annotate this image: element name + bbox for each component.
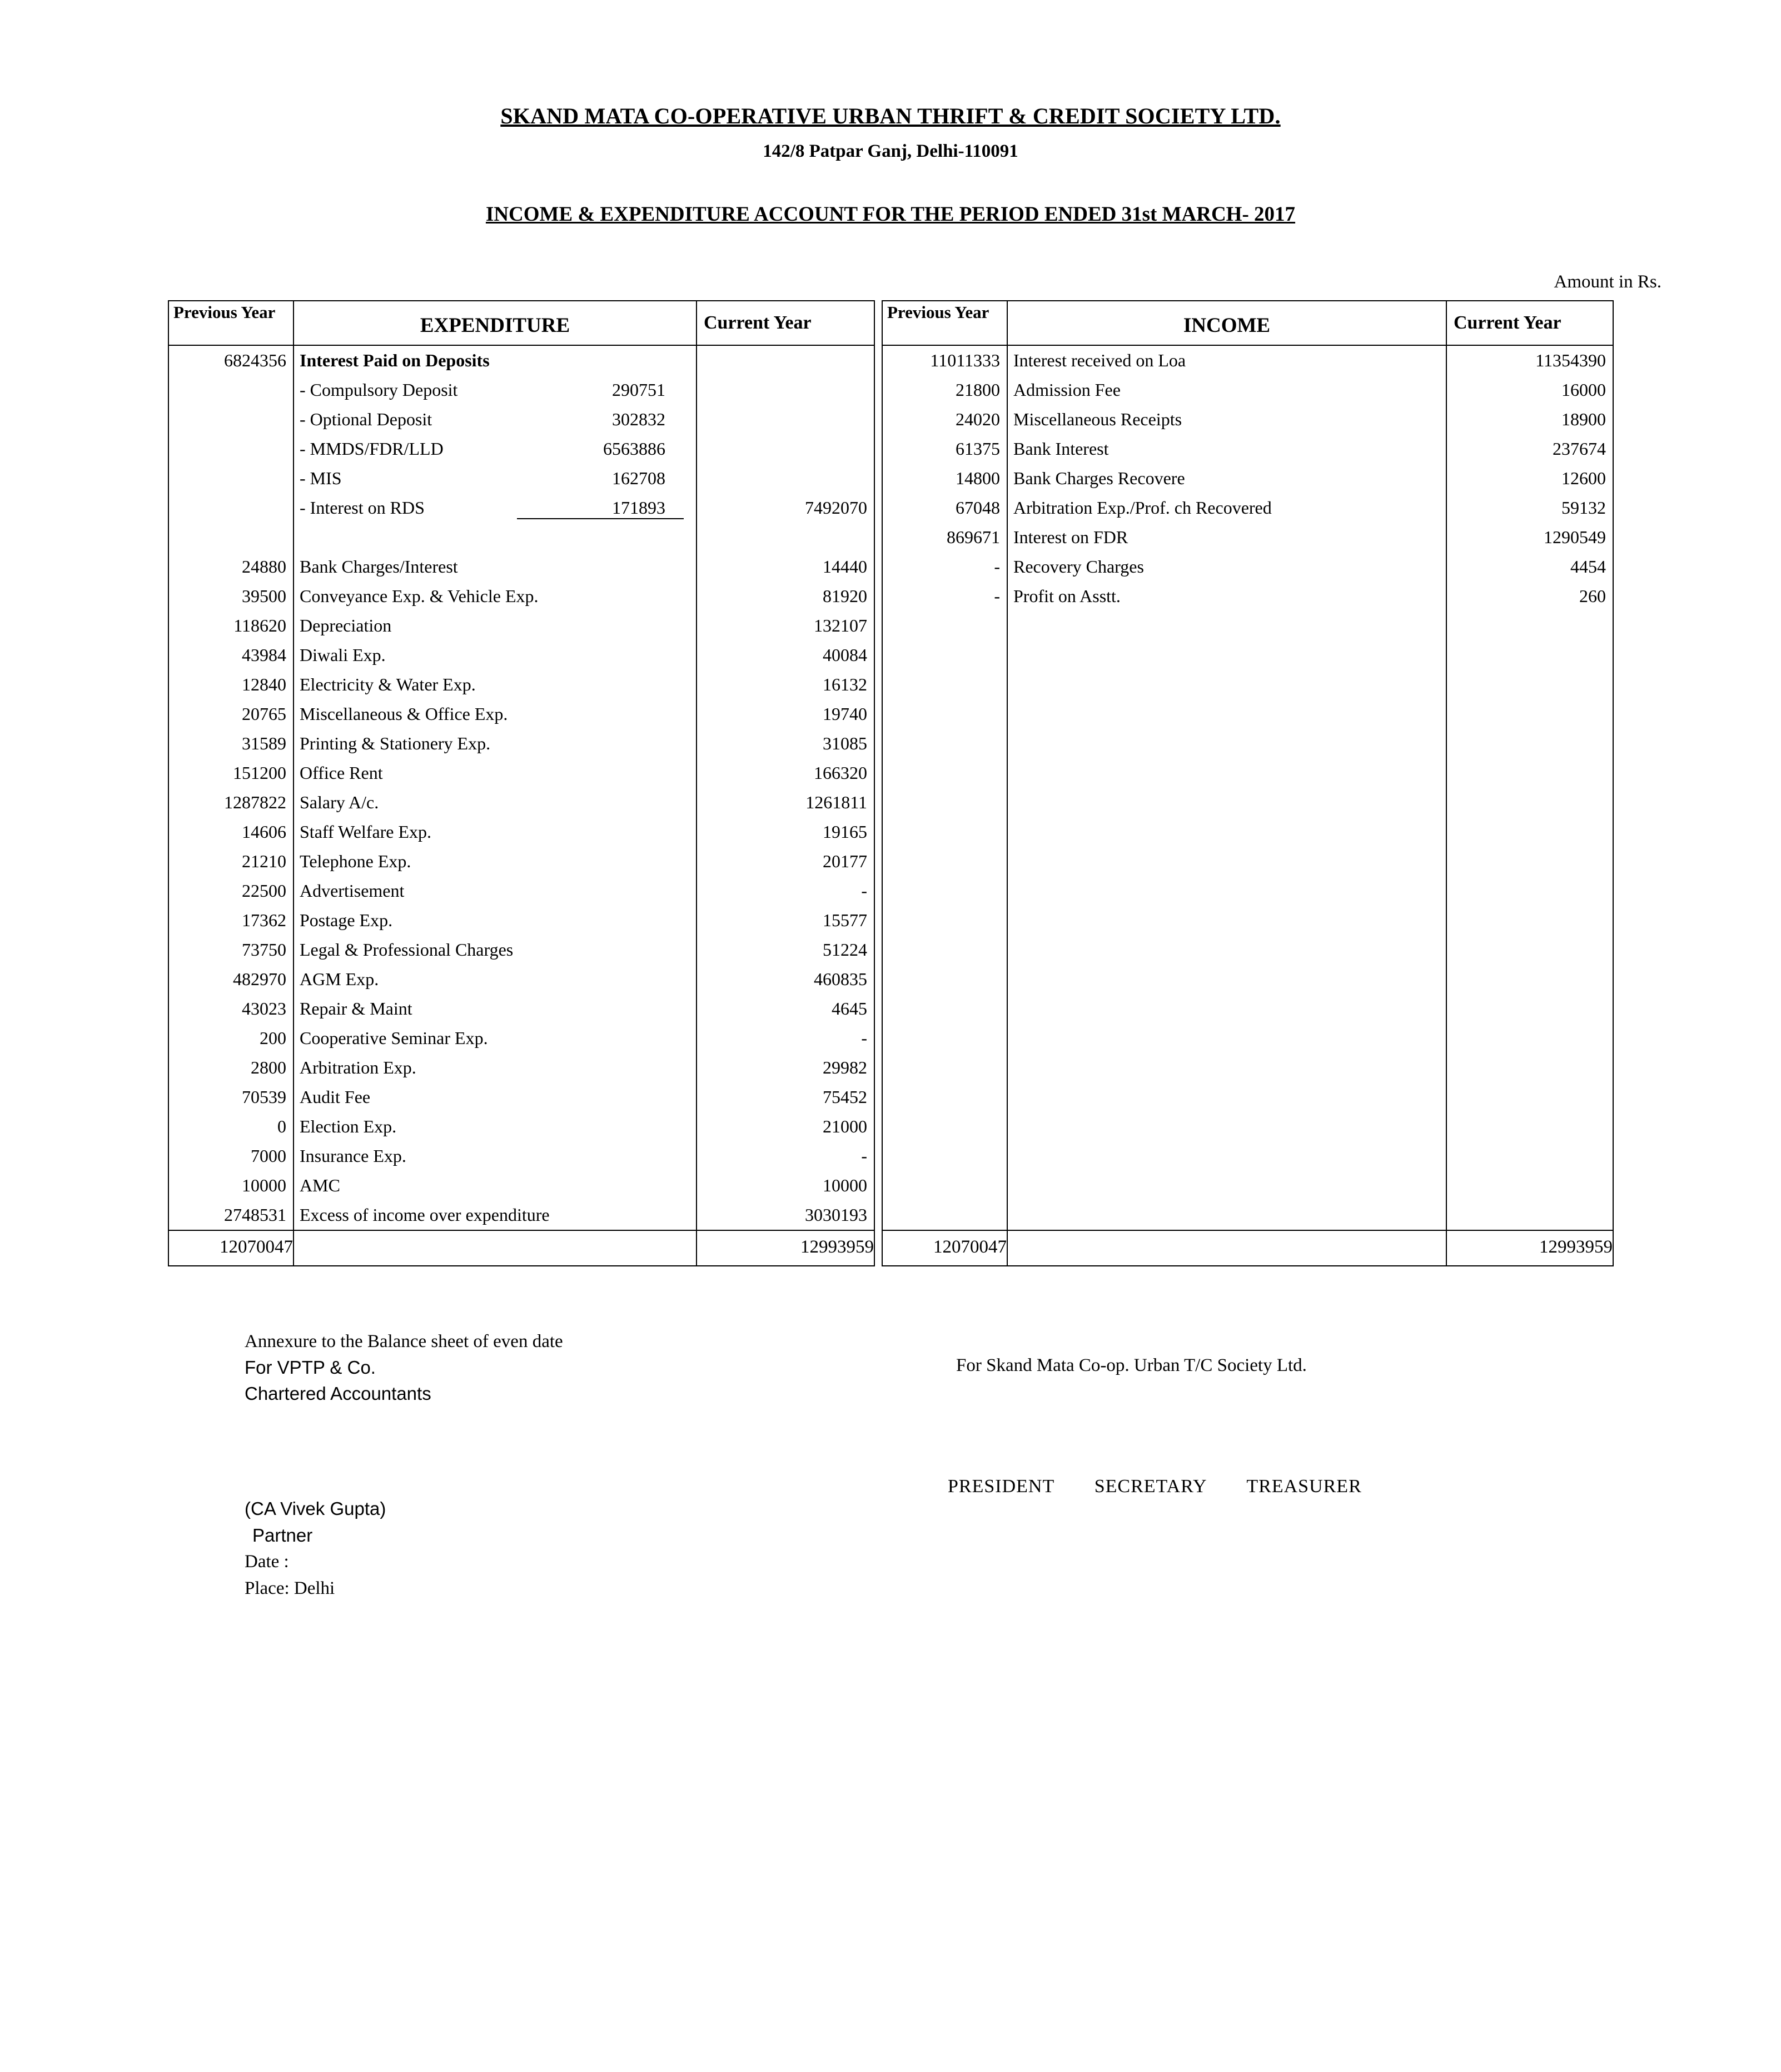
filler-line xyxy=(1447,994,1613,1023)
expenditure-current-amount: 10000 xyxy=(823,1175,867,1195)
total-income-spacer xyxy=(1007,1230,1446,1266)
expenditure-label: Office Rent xyxy=(300,763,383,783)
expenditure-label: AGM Exp. xyxy=(300,969,379,989)
filler-line xyxy=(883,965,1007,994)
expenditure-prev-amount: 31589 xyxy=(242,733,286,753)
place-label: Place: Delhi xyxy=(245,1578,335,1598)
signatory-secretary: SECRETARY xyxy=(1094,1476,1207,1497)
income-expenditure-table xyxy=(168,300,1614,1266)
income-label: Bank Charges Recovere xyxy=(1013,468,1185,488)
filler-line xyxy=(1008,1023,1446,1053)
expenditure-prev-amount: 10000 xyxy=(242,1175,286,1195)
expenditure-label: Salary A/c. xyxy=(300,792,379,812)
expenditure-label: AMC xyxy=(300,1175,340,1195)
expenditure-current-amount: 16132 xyxy=(823,674,867,694)
filler-line xyxy=(1008,906,1446,935)
expenditure-prev-amount xyxy=(169,375,293,405)
filler-line xyxy=(883,611,1007,640)
filler-line xyxy=(883,1112,1007,1141)
filler-line xyxy=(1008,670,1446,699)
expenditure-label: Electricity & Water Exp. xyxy=(300,674,476,694)
filler-line xyxy=(883,817,1007,847)
filler-line xyxy=(1447,1141,1613,1171)
expenditure-sub-amount: 162708 xyxy=(612,468,665,488)
filler-line xyxy=(1008,935,1446,965)
expenditure-sub-amount: 171893 xyxy=(612,498,665,518)
income-prev-amount: - xyxy=(994,586,1000,606)
table-header-row xyxy=(168,301,1613,345)
expenditure-label: Legal & Professional Charges xyxy=(300,940,514,960)
income-prev-amount: - xyxy=(994,556,1000,577)
income-current-amount: 260 xyxy=(1579,586,1606,606)
income-prev-amount: 11011333 xyxy=(930,350,1000,370)
expenditure-label: Interest Paid on Deposits xyxy=(300,350,490,370)
income-label: Miscellaneous Receipts xyxy=(1013,409,1182,429)
filler-line xyxy=(1008,729,1446,758)
income-label: Interest received on Loa xyxy=(1013,350,1186,370)
expenditure-prev-amount: 24880 xyxy=(242,556,286,577)
date-label: Date : xyxy=(245,1551,289,1572)
filler-line xyxy=(1447,935,1613,965)
expenditure-current-amount: 19740 xyxy=(823,704,867,724)
filler-line xyxy=(1447,1023,1613,1053)
income-label: Recovery Charges xyxy=(1013,556,1144,577)
filler-line xyxy=(1008,640,1446,670)
expenditure-prev-year-column xyxy=(168,345,293,1230)
filler-line xyxy=(1008,1200,1446,1230)
expenditure-current-amount: 7492070 xyxy=(805,498,867,518)
income-current-amount: 4454 xyxy=(1570,556,1606,577)
expenditure-current-amount: - xyxy=(861,1146,867,1166)
subtotal-rule xyxy=(517,518,684,519)
filler-line xyxy=(883,640,1007,670)
expenditure-label: Conveyance Exp. & Vehicle Exp. xyxy=(300,586,539,606)
expenditure-label: - MIS 162708 xyxy=(294,464,696,493)
income-prev-amount: 869671 xyxy=(947,527,1000,547)
income-description-column xyxy=(1007,345,1446,1230)
income-prev-amount: 67048 xyxy=(956,498,1000,518)
filler-line xyxy=(1447,1053,1613,1082)
expenditure-current-amount: 14440 xyxy=(823,556,867,577)
filler-line xyxy=(1447,817,1613,847)
expenditure-current-amount: 40084 xyxy=(823,645,867,665)
filler-line xyxy=(883,876,1007,906)
expenditure-prev-amount xyxy=(169,493,293,523)
expenditure-label: Insurance Exp. xyxy=(300,1146,406,1166)
expenditure-prev-amount: 43023 xyxy=(242,998,286,1018)
filler-line xyxy=(1008,699,1446,729)
header-current-year-income: Current Year xyxy=(1446,301,1613,345)
expenditure-prev-amount: 7000 xyxy=(251,1146,286,1166)
annexure-note: Annexure to the Balance sheet of even date xyxy=(245,1331,563,1351)
partner-title: Partner xyxy=(252,1524,313,1546)
expenditure-sub-amount: 302832 xyxy=(612,409,665,429)
expenditure-label: Election Exp. xyxy=(300,1116,397,1136)
expenditure-prev-amount xyxy=(169,523,293,552)
expenditure-prev-amount: 1287822 xyxy=(224,792,286,812)
expenditure-current-amount: 31085 xyxy=(823,733,867,753)
income-current-year-column xyxy=(1446,345,1613,1230)
expenditure-prev-amount: 17362 xyxy=(242,910,286,930)
filler-line xyxy=(1447,906,1613,935)
filler-line xyxy=(1447,611,1613,640)
expenditure-current-amount xyxy=(697,434,874,464)
expenditure-prev-amount: 14606 xyxy=(242,822,286,842)
expenditure-current-amount: - xyxy=(861,1028,867,1048)
expenditure-current-amount: 19165 xyxy=(823,822,867,842)
expenditure-label: Excess of income over expenditure xyxy=(300,1205,550,1225)
expenditure-label: Depreciation xyxy=(300,615,392,635)
expenditure-label: Staff Welfare Exp. xyxy=(300,822,432,842)
partner-block xyxy=(245,1495,386,1602)
filler-line xyxy=(1008,1082,1446,1112)
income-prev-amount: 61375 xyxy=(956,439,1000,459)
expenditure-current-amount xyxy=(697,523,874,552)
expenditure-prev-amount: 482970 xyxy=(233,969,286,989)
expenditure-label: Miscellaneous & Office Exp. xyxy=(300,704,508,724)
filler-line xyxy=(1008,1171,1446,1200)
expenditure-current-amount: 20177 xyxy=(823,851,867,871)
expenditure-label: Arbitration Exp. xyxy=(300,1057,416,1077)
filler-line xyxy=(1447,640,1613,670)
filler-line xyxy=(1008,611,1446,640)
header-prev-year-income: Previous Year xyxy=(882,301,1007,345)
partner-name: (CA Vivek Gupta) xyxy=(245,1498,386,1519)
auditor-block xyxy=(245,1329,563,1407)
filler-line xyxy=(883,1141,1007,1171)
document-header xyxy=(0,103,1781,226)
expenditure-prev-amount: 70539 xyxy=(242,1087,286,1107)
signatory-treasurer: TREASURER xyxy=(1246,1476,1362,1497)
income-current-amount: 59132 xyxy=(1561,498,1606,518)
column-gap xyxy=(874,301,882,345)
filler-line xyxy=(883,1053,1007,1082)
expenditure-label: Cooperative Seminar Exp. xyxy=(300,1028,488,1048)
total-expenditure-spacer xyxy=(293,1230,697,1266)
filler-line xyxy=(883,729,1007,758)
header-prev-year-expenditure: Previous Year xyxy=(168,301,293,345)
table-total-row xyxy=(168,1230,1613,1266)
expenditure-prev-amount xyxy=(169,464,293,493)
filler-line xyxy=(883,1082,1007,1112)
total-expenditure-prev-year: 12070047 xyxy=(168,1230,293,1266)
signatory-row xyxy=(948,1476,1396,1497)
income-label: Arbitration Exp./Prof. ch Recovered xyxy=(1013,498,1272,518)
expenditure-current-amount: 3030193 xyxy=(805,1205,867,1225)
expenditure-label: Diwali Exp. xyxy=(300,645,386,665)
document-title: INCOME & EXPENDITURE ACCOUNT FOR THE PERIOD ENDED 31st MARCH- 2017 xyxy=(485,203,1296,226)
expenditure-prev-amount: 39500 xyxy=(242,586,286,606)
expenditure-current-amount: 1261811 xyxy=(805,792,867,812)
expenditure-label: Postage Exp. xyxy=(300,910,393,930)
filler-line xyxy=(1008,876,1446,906)
filler-line xyxy=(1447,758,1613,788)
income-expenditure-table-wrapper xyxy=(168,300,1613,1266)
expenditure-prev-amount xyxy=(169,434,293,464)
document-page xyxy=(0,103,1781,2072)
income-prev-amount: 14800 xyxy=(956,468,1000,488)
expenditure-prev-amount: 12840 xyxy=(242,674,286,694)
filler-line xyxy=(1008,994,1446,1023)
audit-firm-type: Chartered Accountants xyxy=(245,1383,431,1404)
expenditure-label: Bank Charges/Interest xyxy=(300,556,458,577)
expenditure-prev-amount: 0 xyxy=(277,1116,286,1136)
society-signature-label: For Skand Mata Co-op. Urban T/C Society Ltd. xyxy=(956,1355,1307,1375)
audit-firm-name: For VPTP & Co. xyxy=(245,1357,376,1378)
filler-line xyxy=(883,1200,1007,1230)
filler-line xyxy=(1447,965,1613,994)
organization-address: 142/8 Patpar Ganj, Delhi-110091 xyxy=(763,141,1018,161)
expenditure-prev-amount: 6824356 xyxy=(224,350,286,370)
filler-line xyxy=(883,906,1007,935)
filler-line xyxy=(1008,758,1446,788)
expenditure-label: - MMDS/FDR/LLD 6563886 xyxy=(294,434,696,464)
income-current-amount: 12600 xyxy=(1561,468,1606,488)
expenditure-label: Advertisement xyxy=(300,881,405,901)
filler-line xyxy=(1008,1141,1446,1171)
expenditure-current-amount: 21000 xyxy=(823,1116,867,1136)
total-income-prev-year: 12070047 xyxy=(882,1230,1007,1266)
filler-line xyxy=(1008,1112,1446,1141)
filler-line xyxy=(883,994,1007,1023)
expenditure-prev-amount: 2748531 xyxy=(224,1205,286,1225)
filler-line xyxy=(883,758,1007,788)
income-label: Bank Interest xyxy=(1013,439,1109,459)
filler-line xyxy=(1447,788,1613,817)
filler-line xyxy=(883,1171,1007,1200)
expenditure-label: Audit Fee xyxy=(300,1087,371,1107)
filler-line xyxy=(1447,1112,1613,1141)
expenditure-sub-amount: 6563886 xyxy=(603,439,665,459)
expenditure-current-amount xyxy=(697,346,874,375)
expenditure-label: Telephone Exp. xyxy=(300,851,411,871)
header-income: INCOME xyxy=(1007,301,1446,345)
expenditure-current-amount: 51224 xyxy=(823,940,867,960)
filler-line xyxy=(1447,729,1613,758)
filler-line xyxy=(1008,965,1446,994)
expenditure-label: - Optional Deposit 302832 xyxy=(294,405,696,434)
filler-line xyxy=(883,670,1007,699)
expenditure-prev-amount: 20765 xyxy=(242,704,286,724)
income-current-amount: 16000 xyxy=(1561,380,1606,400)
filler-line xyxy=(1447,699,1613,729)
filler-line xyxy=(1447,847,1613,876)
filler-line xyxy=(883,699,1007,729)
expenditure-current-amount: 29982 xyxy=(823,1057,867,1077)
expenditure-prev-amount: 2800 xyxy=(251,1057,286,1077)
filler-line xyxy=(1447,876,1613,906)
expenditure-prev-amount: 73750 xyxy=(242,940,286,960)
expenditure-sub-amount: 290751 xyxy=(612,380,665,400)
expenditure-prev-amount: 22500 xyxy=(242,881,286,901)
income-current-amount: 237674 xyxy=(1553,439,1606,459)
organization-name: SKAND MATA CO-OPERATIVE URBAN THRIFT & CREDIT SOCIETY LTD. xyxy=(500,103,1281,128)
column-gap-total xyxy=(874,1230,882,1266)
income-prev-year-column xyxy=(882,345,1007,1230)
expenditure-prev-amount: 43984 xyxy=(242,645,286,665)
expenditure-current-amount: 132107 xyxy=(814,615,867,635)
expenditure-current-amount: - xyxy=(861,881,867,901)
income-current-amount: 18900 xyxy=(1561,409,1606,429)
expenditure-prev-amount: 151200 xyxy=(233,763,286,783)
expenditure-label: - Interest on RDS 171893 xyxy=(294,493,696,523)
filler-line xyxy=(883,1023,1007,1053)
expenditure-current-amount: 166320 xyxy=(814,763,867,783)
filler-line xyxy=(1008,817,1446,847)
filler-line xyxy=(883,788,1007,817)
expenditure-label: - Compulsory Deposit 290751 xyxy=(294,375,696,405)
expenditure-prev-amount: 21210 xyxy=(242,851,286,871)
column-gap-body xyxy=(874,345,882,1230)
expenditure-label xyxy=(294,523,696,552)
income-label: Profit on Asstt. xyxy=(1013,586,1121,606)
expenditure-current-amount: 75452 xyxy=(823,1087,867,1107)
expenditure-prev-amount: 200 xyxy=(260,1028,286,1048)
expenditure-label: Repair & Maint xyxy=(300,998,412,1018)
income-prev-amount: 24020 xyxy=(956,409,1000,429)
filler-line xyxy=(883,847,1007,876)
filler-line xyxy=(1008,788,1446,817)
expenditure-current-amount: 4645 xyxy=(832,998,867,1018)
filler-line xyxy=(1008,847,1446,876)
total-expenditure-current-year: 12993959 xyxy=(697,1230,874,1266)
filler-line xyxy=(1447,670,1613,699)
filler-line xyxy=(883,935,1007,965)
expenditure-current-amount: 81920 xyxy=(823,586,867,606)
filler-line xyxy=(1447,1200,1613,1230)
expenditure-current-year-column xyxy=(697,345,874,1230)
header-current-year-expenditure: Current Year xyxy=(697,301,874,345)
signatory-president: PRESIDENT xyxy=(948,1476,1055,1497)
expenditure-label: Printing & Stationery Exp. xyxy=(300,733,491,753)
expenditure-current-amount xyxy=(697,375,874,405)
table-body-row xyxy=(168,345,1613,1230)
amount-unit-note: Amount in Rs. xyxy=(1554,272,1661,292)
income-current-amount: 1290549 xyxy=(1544,527,1606,547)
income-label: Interest on FDR xyxy=(1013,527,1128,547)
expenditure-current-amount: 15577 xyxy=(823,910,867,930)
income-label: Admission Fee xyxy=(1013,380,1121,400)
header-expenditure: EXPENDITURE xyxy=(293,301,697,345)
income-current-amount: 11354390 xyxy=(1535,350,1606,370)
total-income-current-year: 12993959 xyxy=(1446,1230,1613,1266)
expenditure-prev-amount: 118620 xyxy=(233,615,286,635)
income-prev-amount: 21800 xyxy=(956,380,1000,400)
expenditure-prev-amount xyxy=(169,405,293,434)
expenditure-description-column xyxy=(293,345,697,1230)
expenditure-current-amount xyxy=(697,464,874,493)
filler-line xyxy=(1447,1082,1613,1112)
filler-line xyxy=(1008,1053,1446,1082)
expenditure-current-amount: 460835 xyxy=(814,969,867,989)
expenditure-current-amount xyxy=(697,405,874,434)
filler-line xyxy=(1447,1171,1613,1200)
